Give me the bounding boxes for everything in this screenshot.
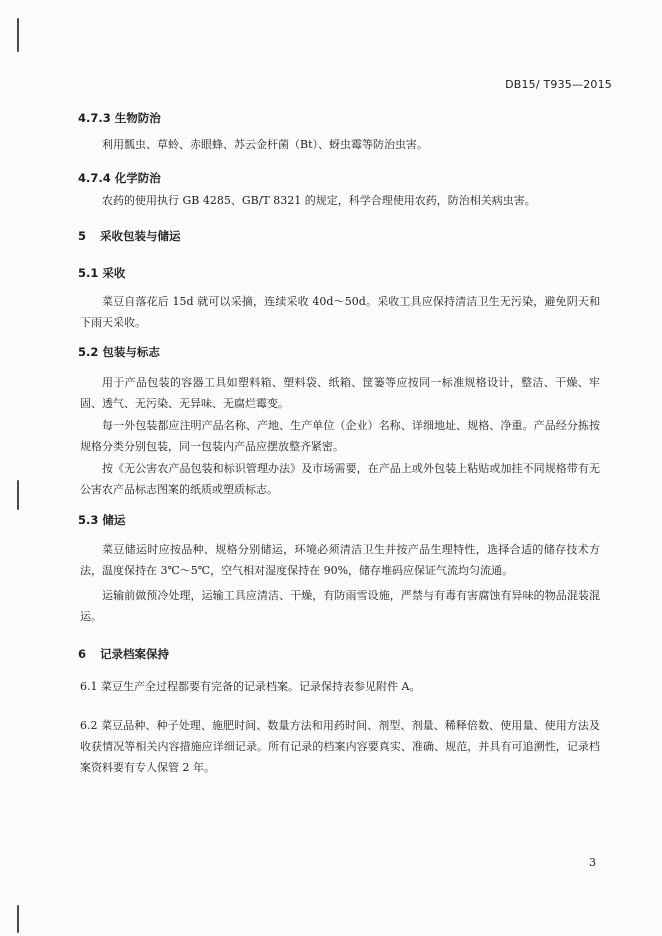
- heading-4-7-3: 4.7.3 生物防治: [78, 111, 161, 125]
- heading-5-2: 5.2 包装与标志: [78, 345, 160, 359]
- document-code: DB15/ T935—2015: [505, 78, 612, 91]
- paragraph-6-1: 6.1 菜豆生产全过程都要有完备的记录档案。记录保持表参见附件 A。: [80, 680, 421, 693]
- paragraph-harvest: 菜豆自落花后 15d 就可以采摘，连续采收 40d～50d。采收工具应保持清洁卫生无污染，避免阴天和下雨天采收。: [80, 295, 600, 329]
- page-number: 3: [589, 856, 596, 869]
- paragraph-packaging-2: 每一外包装都应注明产品名称、产地、生产单位（企业）名称、详细地址、规格、净重。产品经分拣按规格分类分别包装，同一包装内产品应摆放整齐紧密。: [80, 419, 600, 453]
- heading-section-6: [78, 646, 169, 662]
- binding-holes: [10, 0, 28, 936]
- paragraph-chemical-control: 农药的使用执行 GB 4285、GB/T 8321 的规定，科学合理使用农药，防治相关病虫害。: [102, 194, 536, 207]
- paragraph-6-2: 6.2 菜豆品种、种子处理、施肥时间、数量方法和用药时间、剂型、剂量、稀释倍数、使用量、使用方法及收获情况等相关内容措施应详细记录。所有记录的档案内容要真实、准确、规范，并具有可追溯性，记录档案资料要有专人保管 2 年。: [80, 719, 600, 774]
- heading-section-5: [78, 228, 181, 244]
- section-title: 记录档案保持: [100, 647, 169, 661]
- paragraph-storage-1: 菜豆储运时应按品种、规格分别储运，环境必须清洁卫生并按产品生理特性，选择合适的储存技术方法，温度保持在 3℃～5℃，空气相对湿度保持在 90%，储存堆码应保证气流均匀流通。: [80, 543, 600, 577]
- heading-5-1: 5.1 采收: [78, 266, 126, 280]
- section-number: 6: [78, 647, 87, 661]
- paragraph-packaging-1: 用于产品包装的容器工具如塑料箱、塑料袋、纸箱、筐篓等应按同一标准规格设计，整洁、干燥、牢固、透气、无污染、无异味、无腐烂霉变。: [80, 376, 600, 410]
- heading-5-3: 5.3 储运: [78, 513, 126, 527]
- heading-4-7-4: 4.7.4 化学防治: [78, 171, 161, 185]
- paragraph-biological-control: 利用瓢虫、草蛉、赤眼蜂、苏云金杆菌（Bt）、蚜虫霉等防治虫害。: [102, 138, 429, 151]
- section-title: 采收包装与储运: [100, 229, 181, 243]
- paragraph-packaging-3: 按《无公害农产品包装和标识管理办法》及市场需要，在产品上或外包装上粘贴或加挂不同规格带有无公害农产品标志图案的纸质或塑质标志。: [80, 462, 600, 496]
- paragraph-storage-2: 运输前做预冷处理，运输工具应清洁、干燥，有防雨雪设施，严禁与有毒有害腐蚀有异味的物品混装混运。: [80, 589, 600, 623]
- section-number: 5: [78, 229, 87, 243]
